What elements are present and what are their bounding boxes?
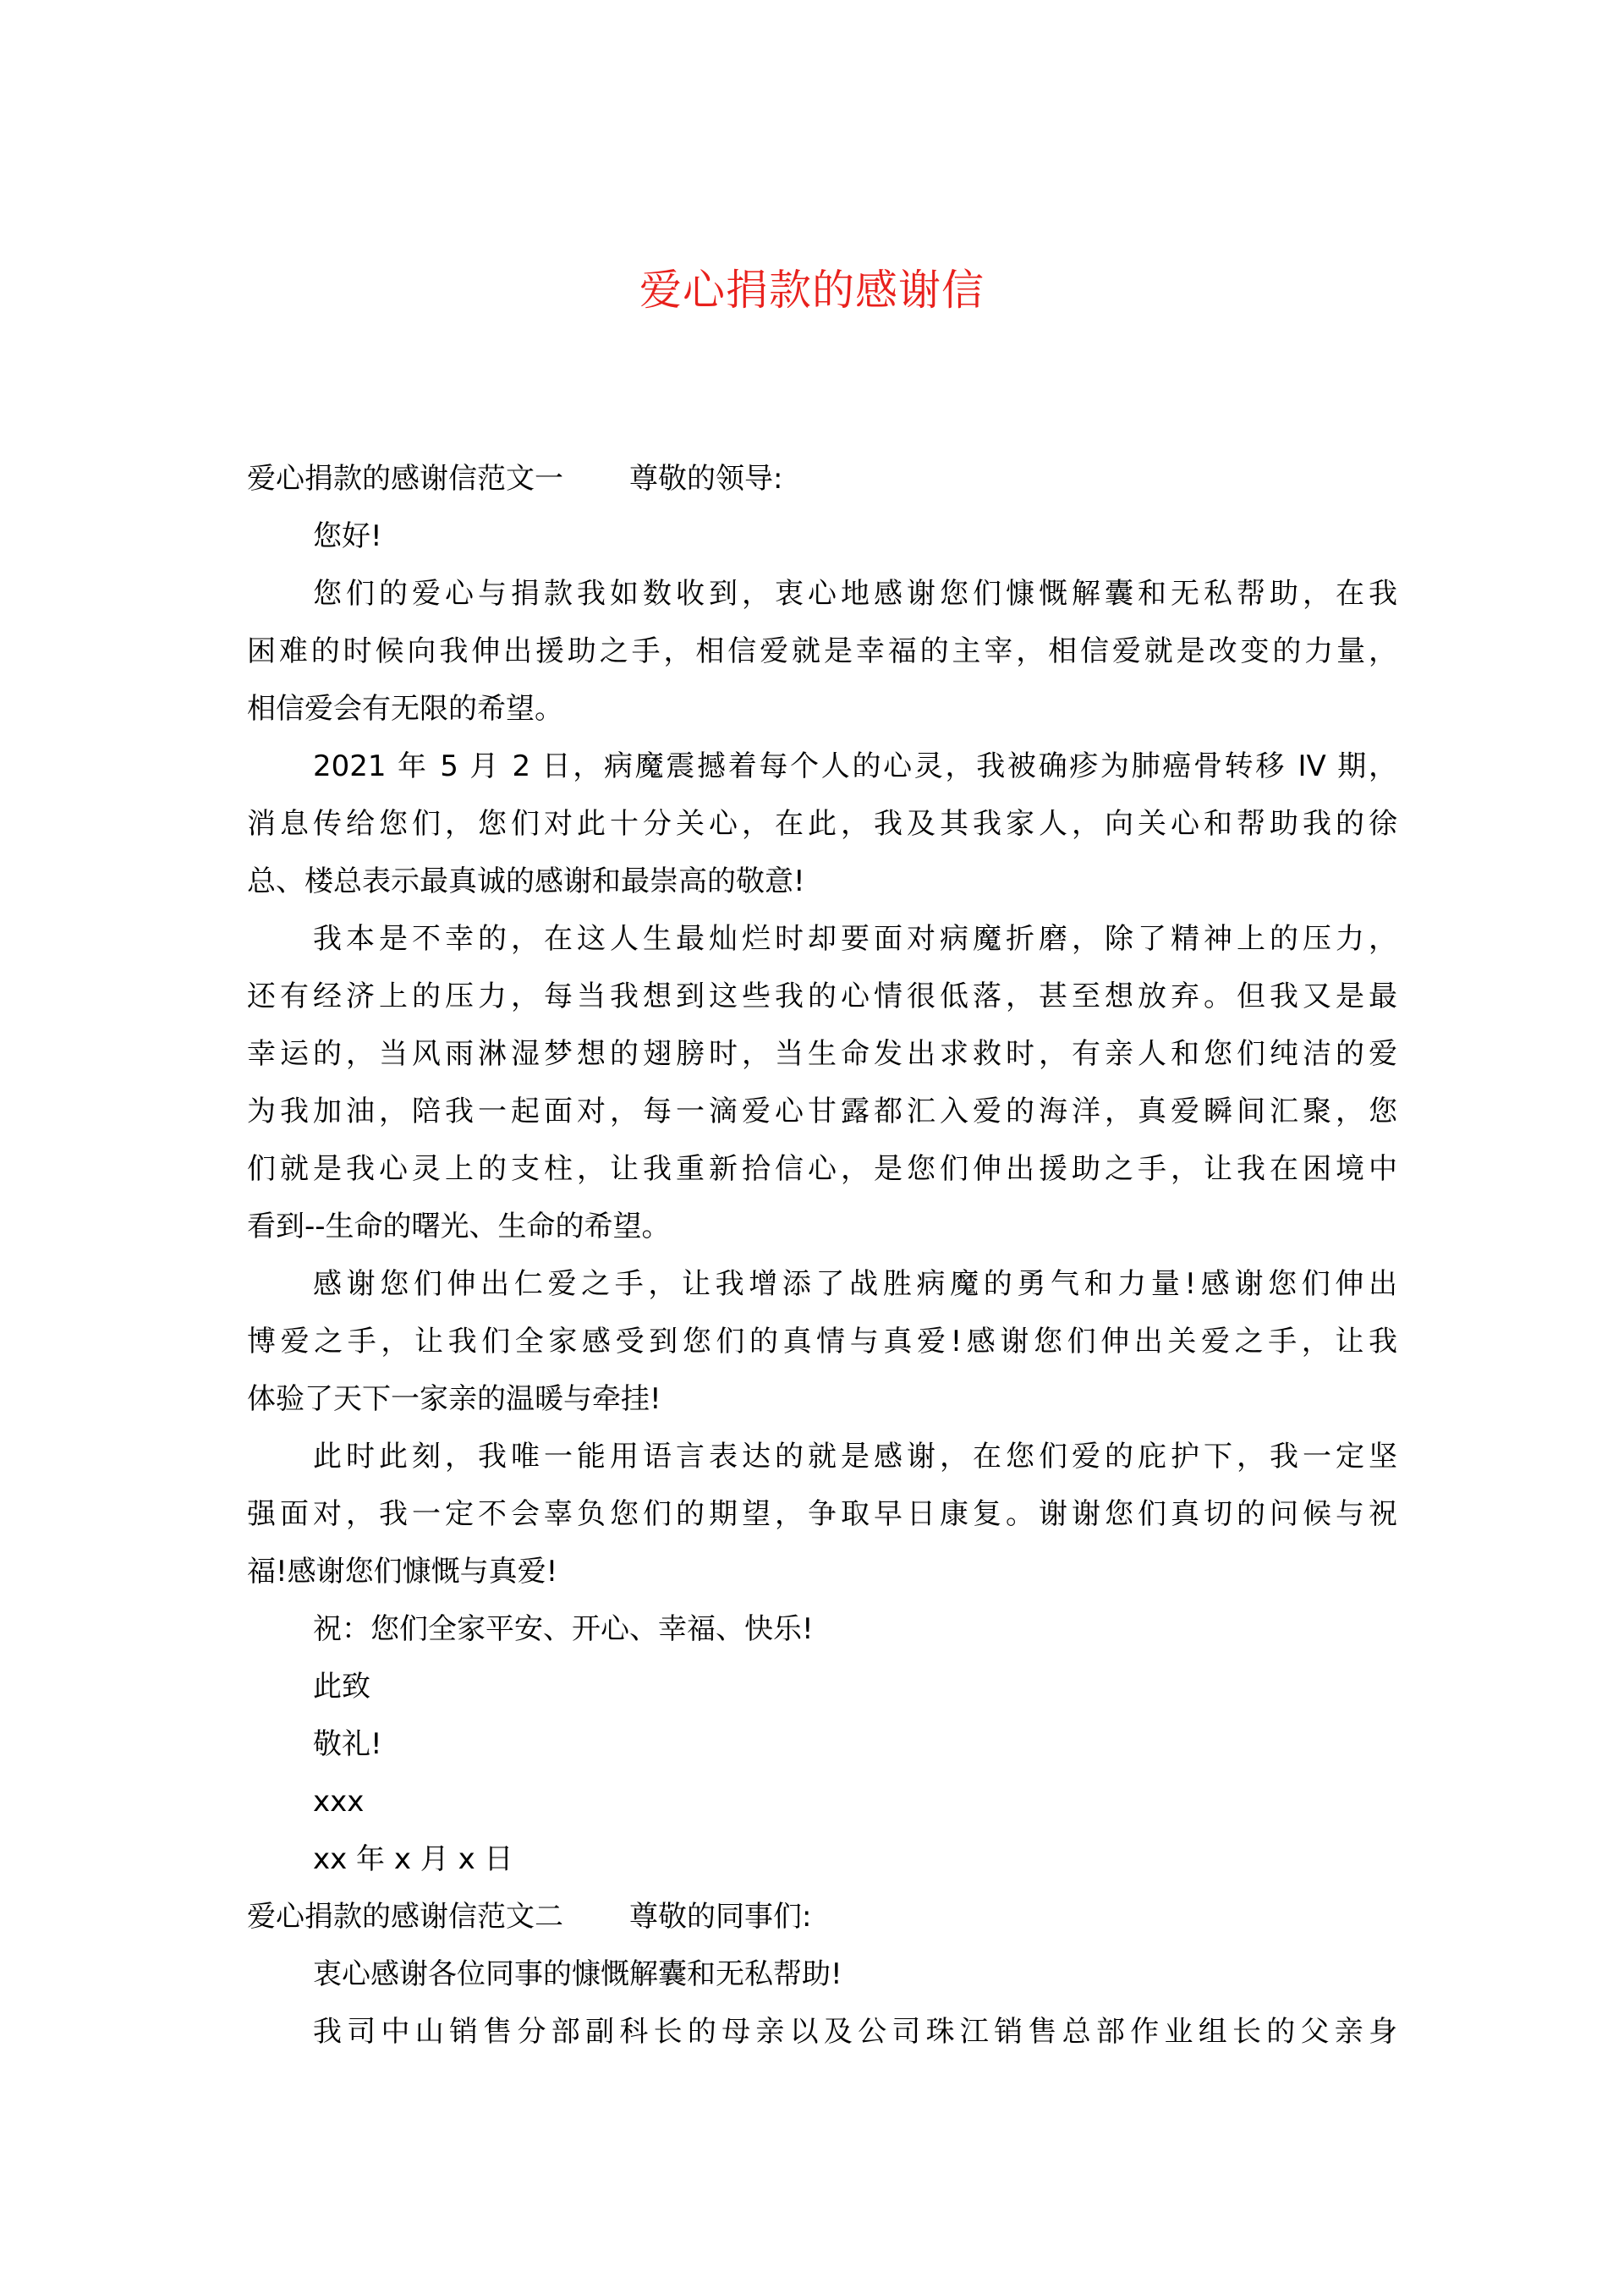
section-1-header-line bbox=[247, 450, 1397, 508]
section-2-header-line bbox=[247, 1888, 1397, 1946]
section-2-heading: 爱心捐款的感谢信范文二 bbox=[247, 1900, 563, 1934]
paragraph-line: 福!感谢您们慷慨与真爱! bbox=[247, 1555, 558, 1589]
paragraph-line: 我司中山销售分部副科长的母亲以及公司珠江销售总部作业组长的父亲身 bbox=[313, 2015, 1397, 2049]
paragraph-line: 博爱之手，让我们全家感受到您们的真情与真爱!感谢您们伸出关爱之手，让我 bbox=[247, 1325, 1397, 1358]
paragraph-line: 衷心感谢各位同事的慷慨解囊和无私帮助! bbox=[313, 1957, 842, 1991]
paragraph-line: 感谢您们伸出仁爱之手，让我增添了战胜病魔的勇气和力量!感谢您们伸出 bbox=[313, 1267, 1397, 1301]
paragraph-line: 2021 年 5 月 2 日，病魔震撼着每个人的心灵，我被确疹为肺癌骨转移 IV 期， bbox=[313, 749, 1397, 783]
paragraph-line: 体验了天下一家亲的温暖与牵挂! bbox=[247, 1382, 661, 1416]
section-1-salutation: 尊敬的领导: bbox=[629, 462, 783, 496]
document-title: 爱心捐款的感谢信 bbox=[639, 266, 985, 315]
paragraph-line: 困难的时候向我伸出援助之手，相信爱就是幸福的主宰，相信爱就是改变的力量， bbox=[247, 634, 1397, 668]
document-body bbox=[247, 450, 1397, 2061]
paragraph-line: 您们的爱心与捐款我如数收到，衷心地感谢您们慷慨解囊和无私帮助，在我 bbox=[313, 577, 1397, 611]
closing-line: 敬礼! bbox=[313, 1727, 382, 1761]
paragraph-line: 还有经济上的压力，每当我想到这些我的心情很低落，甚至想放弃。但我又是最 bbox=[247, 980, 1397, 1013]
date-line: xx 年 x 月 x 日 bbox=[313, 1842, 513, 1876]
paragraph-line: 为我加油，陪我一起面对，每一滴爱心甘露都汇入爱的海洋，真爱瞬间汇聚，您 bbox=[247, 1095, 1397, 1128]
paragraph-line: 我本是不幸的，在这人生最灿烂时却要面对病魔折磨，除了精神上的压力， bbox=[313, 922, 1397, 956]
paragraph-line: 相信爱会有无限的希望。 bbox=[247, 692, 563, 726]
paragraph-line: 幸运的，当风雨淋湿梦想的翅膀时，当生命发出求救时，有亲人和您们纯洁的爱 bbox=[247, 1037, 1397, 1071]
paragraph-line: 此时此刻，我唯一能用语言表达的就是感谢，在您们爱的庇护下，我一定坚 bbox=[313, 1440, 1397, 1474]
paragraph-line: 消息传给您们，您们对此十分关心，在此，我及其我家人，向关心和帮助我的徐 bbox=[247, 807, 1397, 841]
signature: xxx bbox=[313, 1785, 365, 1819]
greeting: 您好! bbox=[313, 519, 382, 553]
paragraph-line: 们就是我心灵上的支柱，让我重新拾信心，是您们伸出援助之手，让我在困境中 bbox=[247, 1152, 1397, 1186]
section-1-heading: 爱心捐款的感谢信范文一 bbox=[247, 462, 563, 496]
paragraph-line: 总、楼总表示最真诚的感谢和最崇高的敬意! bbox=[247, 864, 805, 898]
closing-line: 此致 bbox=[313, 1670, 370, 1704]
section-2-salutation: 尊敬的同事们: bbox=[629, 1900, 812, 1934]
paragraph-line: 看到--生命的曙光、生命的希望。 bbox=[247, 1210, 671, 1243]
wish-line: 祝：您们全家平安、开心、幸福、快乐! bbox=[313, 1612, 814, 1646]
paragraph-line: 强面对，我一定不会辜负您们的期望，争取早日康复。谢谢您们真切的问候与祝 bbox=[247, 1497, 1397, 1531]
